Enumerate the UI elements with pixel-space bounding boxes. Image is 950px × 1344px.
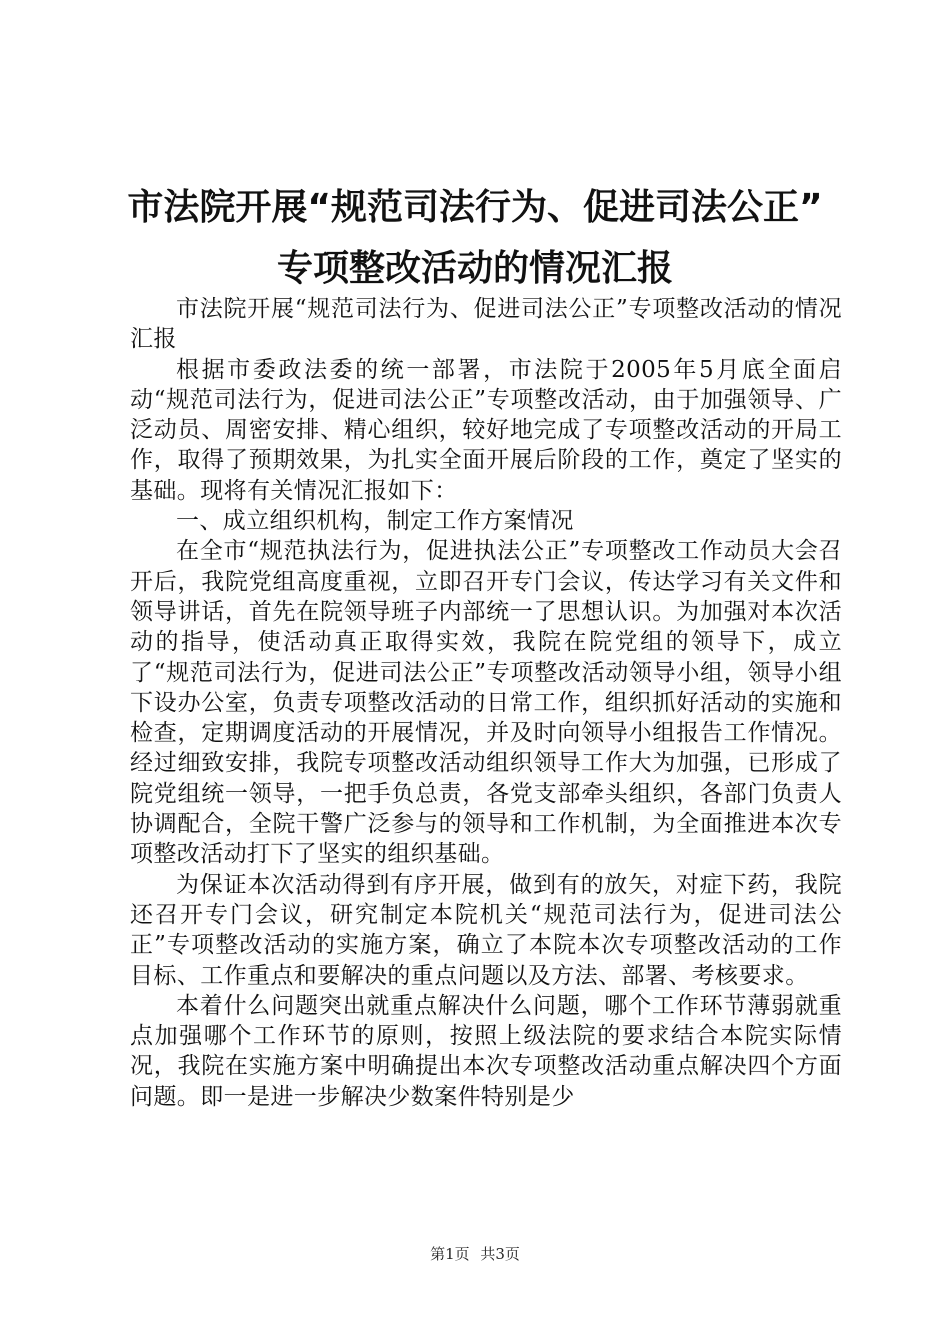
document-title-line-2: 专项整改活动的情况汇报 <box>276 248 673 289</box>
document-title-line-1: 市法院开展“规范司法行为、促进司法公正” <box>127 187 823 228</box>
document-body <box>130 294 842 1112</box>
paragraph-plan: 为保证本次活动得到有序开展，做到有的放矢，对症下药，我院还召开专门会议，研究制定本院机关“规范司法行为，促进司法公正”专项整改活动的实施方案，确立了本院本次专项整改活动的工作目标、工作重点和要解决的重点问题以及方法、部署、考核要求。 <box>130 871 842 989</box>
paragraph-heading-repeat: 市法院开展“规范司法行为、促进司法公正”专项整改活动的情况汇报 <box>130 296 842 353</box>
page-number: 第1页 <box>430 1245 470 1263</box>
paragraph-organization: 在全市“规范执法行为，促进执法公正”专项整改工作动员大会召开后，我院党组高度重视，立即召开专门会议，传达学习有关文件和领导讲话，首先在院领导班子内部统一了思想认识。为加强对本次活动的指导，使活动真正取得实效，我院在院党组的领导下，成立了“规范司法行为，促进司法公正”专项整改活动领导小组，领导小组下设办公室，负责专项整改活动的日常工作，组织抓好活动的实施和检查，定期调度活动的开展情况，并及时向领导小组报告工作情况。经过细致安排，我院专项整改活动组织领导工作大为加强，已形成了院党组统一领导，一把手负总责，各党支部牵头组织，各部门负责人协调配合，全院干警广泛参与的领导和工作机制，为全面推进本次专项整改活动打下了坚实的组织基础。 <box>130 538 842 868</box>
section-heading-1: 一、成立组织机构，制定工作方案情况 <box>176 508 574 535</box>
paragraph-intro: 根据市委政法委的统一部署，市法院于2005年5月底全面启动“规范司法行为，促进司法公正”专项整改活动，由于加强领导、广泛动员、周密安排、精心组织，较好地完成了专项整改活动的开局工作，取得了预期效果，为扎实全面开展后阶段的工作，奠定了坚实的基础。现将有关情况汇报如下： <box>130 356 842 504</box>
page-total: 共3页 <box>480 1245 520 1263</box>
paragraph-key-issues: 本着什么问题突出就重点解决什么问题，哪个工作环节薄弱就重点加强哪个工作环节的原则，按照上级法院的要求结合本院实际情况，我院在实施方案中明确提出本次专项整改活动重点解决四个方面问题。即一是进一步解决少数案件特别是少 <box>130 992 842 1110</box>
page-footer <box>0 1244 950 1264</box>
